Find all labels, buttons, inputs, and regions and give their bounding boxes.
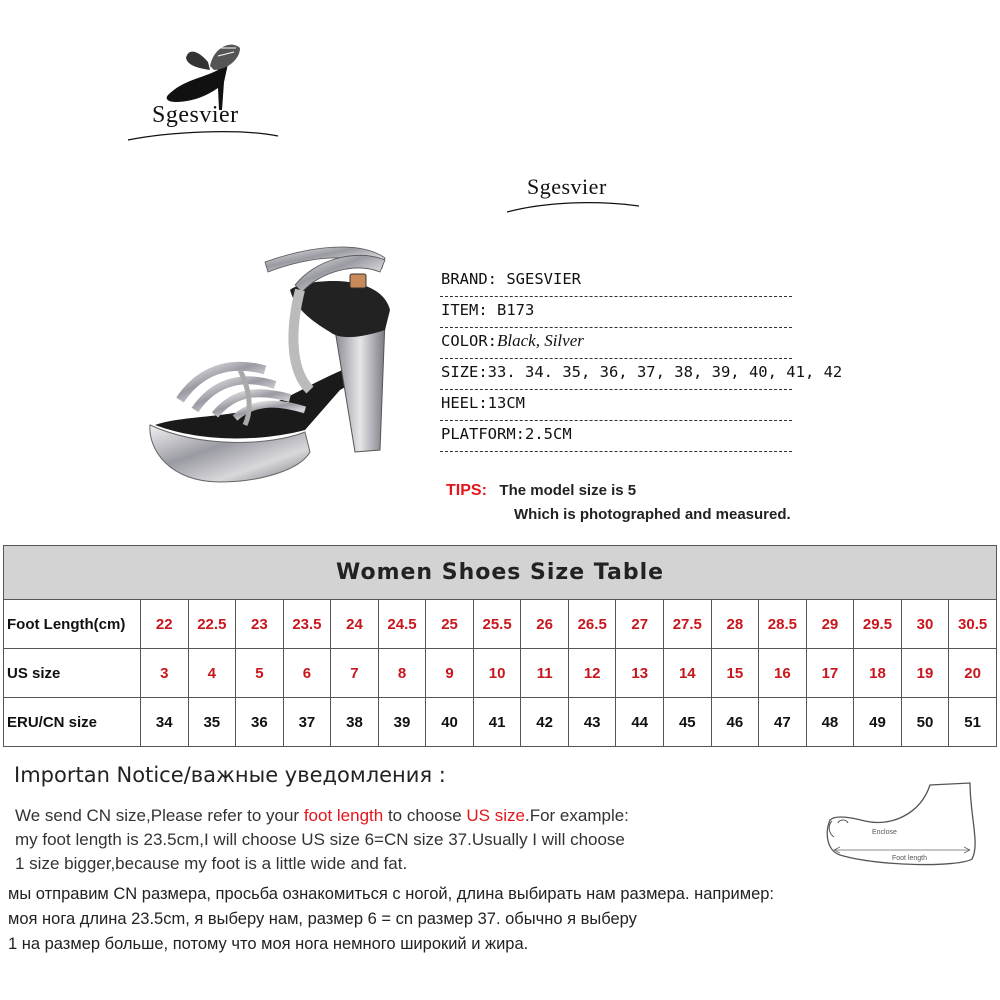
size-cell: 6 bbox=[283, 649, 331, 698]
notice-en-text: We send CN size,Please refer to your bbox=[15, 806, 304, 825]
spec-color-value: Black, Silver bbox=[497, 331, 584, 350]
size-cell: 18 bbox=[854, 649, 902, 698]
sandal-product-image bbox=[140, 220, 430, 500]
spec-item: ITEM: B173 bbox=[440, 297, 792, 328]
size-cell: 25 bbox=[426, 600, 474, 649]
size-cell: 15 bbox=[711, 649, 759, 698]
size-cell: 5 bbox=[236, 649, 284, 698]
size-cell: 19 bbox=[901, 649, 949, 698]
size-cell: 9 bbox=[426, 649, 474, 698]
tips-block bbox=[446, 479, 791, 527]
size-cell: 50 bbox=[901, 698, 949, 747]
size-table-title: Women Shoes Size Table bbox=[4, 546, 997, 600]
size-row-label: US size bbox=[4, 649, 141, 698]
notice-en-text: to choose bbox=[383, 806, 467, 825]
size-cell: 3 bbox=[141, 649, 189, 698]
size-cell: 49 bbox=[854, 698, 902, 747]
size-cell: 11 bbox=[521, 649, 569, 698]
silver-sandal-icon bbox=[140, 220, 430, 500]
size-cell: 46 bbox=[711, 698, 759, 747]
size-cell: 8 bbox=[378, 649, 426, 698]
size-cell: 25.5 bbox=[473, 600, 521, 649]
notice-russian bbox=[8, 882, 968, 957]
spec-color-label: COLOR: bbox=[441, 332, 497, 350]
size-cell: 34 bbox=[141, 698, 189, 747]
size-cell: 30.5 bbox=[949, 600, 997, 649]
foot-length-label: Foot length bbox=[892, 855, 928, 862]
spec-size: SIZE:33. 34. 35, 36, 37, 38, 39, 40, 41, 42 bbox=[440, 359, 792, 390]
notice-english bbox=[15, 804, 775, 876]
brand-logo-small-text: Sgesvier bbox=[527, 174, 607, 199]
size-cell: 10 bbox=[473, 649, 521, 698]
size-cell: 41 bbox=[473, 698, 521, 747]
size-cell: 28.5 bbox=[759, 600, 807, 649]
notice-ru-line2: моя нога длина 23.5cm, я выберу нам, размер 6 = cn размер 37. обычно я выберу bbox=[8, 910, 637, 928]
size-cell: 37 bbox=[283, 698, 331, 747]
size-cell: 17 bbox=[806, 649, 854, 698]
size-cell: 4 bbox=[188, 649, 236, 698]
size-cell: 38 bbox=[331, 698, 379, 747]
size-cell: 29.5 bbox=[854, 600, 902, 649]
size-cell: 26.5 bbox=[568, 600, 616, 649]
brand-logo-small bbox=[505, 172, 645, 222]
size-cell: 12 bbox=[568, 649, 616, 698]
notice-title: Importan Notice/важные уведомления : bbox=[14, 763, 446, 787]
spec-heel: HEEL:13CM bbox=[440, 390, 792, 421]
size-cell: 13 bbox=[616, 649, 664, 698]
size-row-label: ERU/CN size bbox=[4, 698, 141, 747]
size-cell: 43 bbox=[568, 698, 616, 747]
logo-swoosh-icon bbox=[505, 196, 645, 216]
size-cell: 24.5 bbox=[378, 600, 426, 649]
notice-en-line3: 1 size bigger,because my foot is a little wide and fat. bbox=[15, 854, 408, 873]
size-table-row bbox=[4, 600, 997, 649]
size-cell: 45 bbox=[664, 698, 712, 747]
size-cell: 16 bbox=[759, 649, 807, 698]
size-cell: 27 bbox=[616, 600, 664, 649]
size-cell: 27.5 bbox=[664, 600, 712, 649]
notice-us-size-highlight: US size bbox=[466, 806, 525, 825]
size-row-label: Foot Length(cm) bbox=[4, 600, 141, 649]
size-cell: 44 bbox=[616, 698, 664, 747]
size-cell: 42 bbox=[521, 698, 569, 747]
foot-measurement-diagram bbox=[820, 775, 995, 875]
size-cell: 22.5 bbox=[188, 600, 236, 649]
notice-foot-length-highlight: foot length bbox=[303, 806, 384, 825]
product-specs bbox=[440, 266, 843, 452]
size-table bbox=[3, 545, 997, 747]
size-table-row bbox=[4, 698, 997, 747]
size-cell: 7 bbox=[331, 649, 379, 698]
brand-logo-text: Sgesvier bbox=[152, 102, 239, 128]
foot-enclose-label: Enclose bbox=[872, 829, 897, 836]
tips-line1: The model size is 5 bbox=[499, 482, 637, 499]
size-cell: 39 bbox=[378, 698, 426, 747]
spec-brand: BRAND: SGESVIER bbox=[440, 266, 792, 297]
spec-platform: PLATFORM:2.5CM bbox=[440, 421, 792, 452]
size-cell: 20 bbox=[949, 649, 997, 698]
size-cell: 51 bbox=[949, 698, 997, 747]
size-cell: 35 bbox=[188, 698, 236, 747]
size-cell: 14 bbox=[664, 649, 712, 698]
spec-color bbox=[440, 328, 792, 359]
size-cell: 29 bbox=[806, 600, 854, 649]
size-cell: 48 bbox=[806, 698, 854, 747]
notice-ru-line1: мы отправим CN размера, просьба ознакомиться с ногой, длина выбирать нам размера. например: bbox=[8, 885, 775, 903]
size-table-row bbox=[4, 649, 997, 698]
size-cell: 23 bbox=[236, 600, 284, 649]
size-cell: 26 bbox=[521, 600, 569, 649]
size-cell: 24 bbox=[331, 600, 379, 649]
tips-label: TIPS: bbox=[446, 482, 487, 499]
size-cell: 36 bbox=[236, 698, 284, 747]
size-cell: 47 bbox=[759, 698, 807, 747]
tips-line2: Which is photographed and measured. bbox=[514, 506, 791, 523]
notice-en-text: .For example: bbox=[524, 806, 629, 825]
size-cell: 40 bbox=[426, 698, 474, 747]
size-cell: 22 bbox=[141, 600, 189, 649]
size-cell: 30 bbox=[901, 600, 949, 649]
notice-en-line2: my foot length is 23.5cm,I will choose US size 6=CN size 37.Usually I will choose bbox=[15, 830, 625, 849]
size-cell: 23.5 bbox=[283, 600, 331, 649]
brand-logo bbox=[128, 40, 288, 150]
size-cell: 28 bbox=[711, 600, 759, 649]
notice-ru-line3: 1 на размер больше, потому что моя нога немного широкий и жира. bbox=[8, 935, 529, 953]
stiletto-logo-icon bbox=[128, 40, 288, 150]
